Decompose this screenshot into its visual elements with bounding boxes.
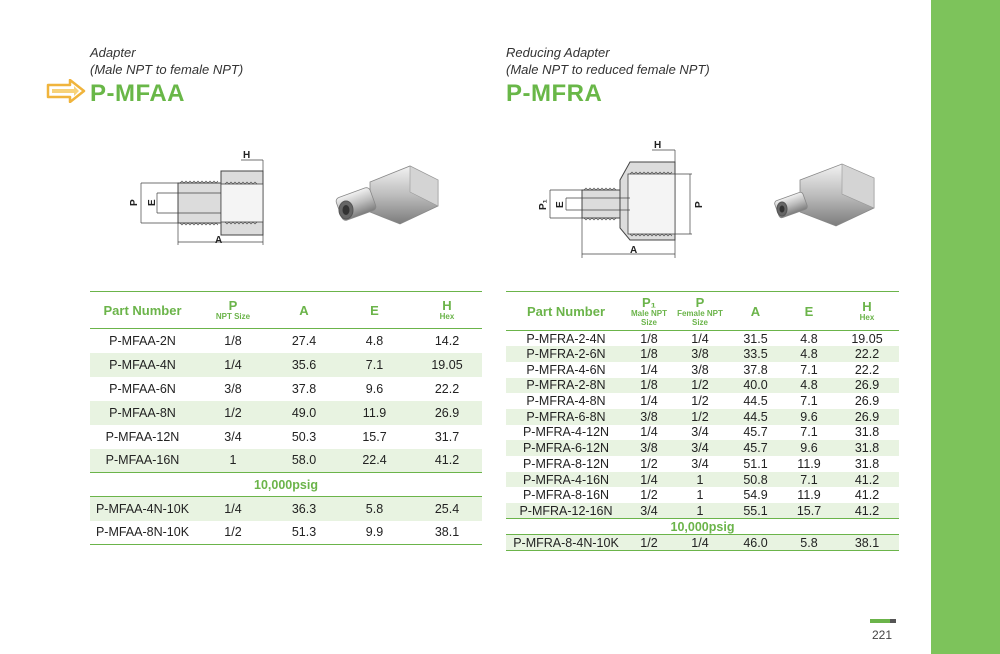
left-spec-table — [90, 291, 482, 545]
table-row: P-MFAA-4N 1/4 35.6 7.1 19.05 — [90, 353, 482, 377]
arrow-right-icon — [46, 79, 86, 103]
left-product-photo — [330, 162, 445, 234]
table-row: P-MFRA-2-8N 1/8 1/2 40.0 4.8 26.9 — [506, 378, 899, 394]
right-col-e: E — [783, 292, 835, 331]
table-row: P-MFRA-4-12N 1/4 3/4 45.7 7.1 31.8 — [522, 425, 880, 440]
left-col-e: E — [337, 292, 412, 329]
table-row: P-MFRA-2-6N 1/8 3/8 33.5 4.8 22.2 — [506, 346, 899, 362]
left-col-p: P NPT Size — [195, 292, 271, 329]
right-col-part-number: Part Number — [506, 292, 626, 331]
right-spec-table — [506, 291, 899, 551]
table-row: P-MFAA-8N 1/2 49.0 11.9 26.9 — [90, 401, 482, 425]
left-col-h: H Hex — [412, 292, 482, 329]
table-row: P-MFAA-16N 1 58.0 22.4 41.2 — [90, 449, 482, 473]
table-row: P-MFAA-12N 3/4 50.3 15.7 31.7 — [105, 429, 460, 444]
table-row: P-MFRA-2-4N 1/8 1/4 31.5 4.8 19.05 — [526, 331, 883, 346]
left-subtitle-line2: (Male NPT to female NPT) — [90, 62, 244, 77]
table-row: P-MFAA-2N 1/8 27.4 4.8 14.2 — [109, 333, 460, 348]
dim-h-label: H — [243, 150, 251, 161]
table-row: P-MFRA-6-8N 3/8 1/2 44.5 9.6 26.9 — [506, 409, 899, 425]
dim-a-label: A — [215, 235, 223, 246]
dim-a-label: A — [630, 245, 638, 256]
left-technical-drawing — [125, 145, 280, 250]
left-col-a: A — [271, 292, 337, 329]
right-col-p1: P₁ Male NPT Size — [626, 292, 672, 331]
right-model-title: P-MFRA — [506, 80, 603, 107]
sidebar-green-band — [931, 0, 1000, 654]
left-col-part-number: Part Number — [90, 292, 195, 329]
psig-row: 10,000psig — [506, 519, 899, 535]
dim-h-label: H — [654, 140, 662, 151]
table-row: P-MFAA-6N 3/8 37.8 9.6 22.2 — [109, 381, 460, 396]
right-col-h: H Hex — [835, 292, 899, 331]
table-row: P-MFRA-8-4N-10K 1/2 1/4 46.0 5.8 38.1 — [506, 535, 899, 551]
right-subtitle — [506, 44, 710, 78]
table-row: P-MFAA-4N-10K 1/4 36.3 5.8 25.4 — [90, 497, 482, 521]
right-subtitle-line2: (Male NPT to reduced female NPT) — [506, 62, 710, 77]
table-row: P-MFRA-4-8N 1/4 1/2 44.5 7.1 26.9 — [526, 394, 880, 409]
table-row: P-MFRA-8-16N 1/2 1 54.9 11.9 41.2 — [522, 488, 880, 503]
dim-p-label: P — [129, 199, 140, 206]
psig-row: 10,000psig — [90, 473, 482, 497]
page-number: 221 — [872, 628, 893, 642]
left-subtitle-line1: Adapter — [90, 45, 136, 60]
right-subtitle-line1: Reducing Adapter — [506, 45, 610, 60]
table-row: P-MFRA-12-16N 3/4 1 55.1 15.7 41.2 — [506, 503, 899, 519]
right-col-a: A — [728, 292, 783, 331]
left-subtitle — [90, 44, 243, 78]
right-technical-drawing — [530, 140, 710, 260]
table-row: P-MFRA-4-16N 1/4 1 50.8 7.1 41.2 — [506, 472, 899, 488]
dim-p1-label: P₁ — [538, 199, 549, 210]
right-col-p: P Female NPT Size — [672, 292, 728, 331]
table-row: P-MFRA-6-12N 3/8 3/4 45.7 9.6 31.8 — [506, 440, 899, 456]
dim-p-label: P — [694, 201, 705, 208]
table-row: P-MFRA-8-12N 1/2 3/4 51.1 11.9 31.8 — [522, 456, 880, 471]
page-number-bar — [870, 619, 896, 623]
dim-e-label: E — [147, 199, 158, 206]
right-product-photo — [770, 162, 880, 234]
table-row: P-MFRA-4-6N 1/4 3/8 37.8 7.1 22.2 — [526, 362, 880, 377]
left-model-title: P-MFAA — [90, 80, 185, 107]
table-row: P-MFAA-8N-10K 1/2 51.3 9.9 38.1 — [90, 521, 482, 545]
dim-e-label: E — [555, 201, 566, 208]
